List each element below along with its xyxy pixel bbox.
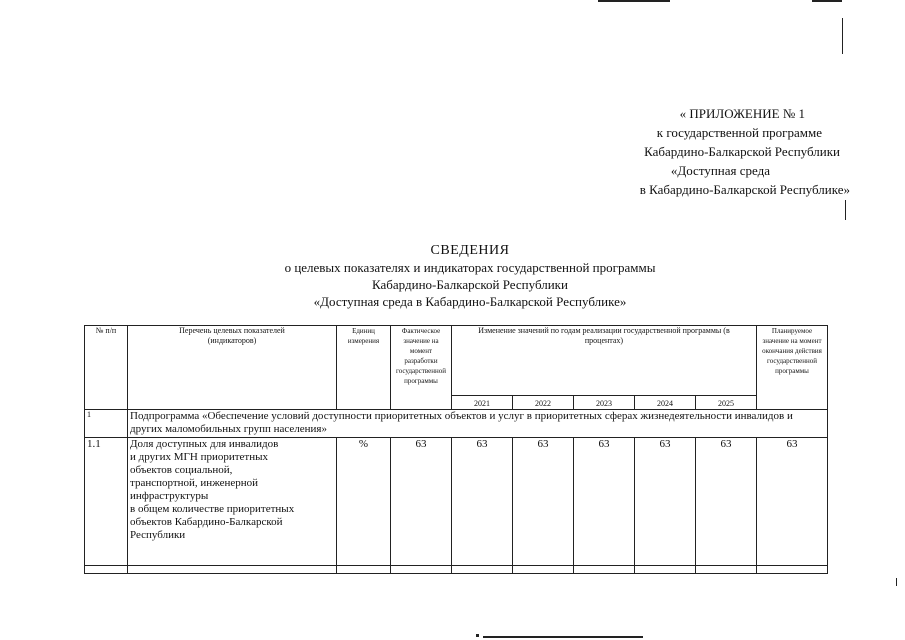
year-value: 63 (574, 438, 635, 566)
indicator-line: Доля доступных для инвалидов (130, 438, 279, 450)
year-value: 63 (452, 438, 513, 566)
empty-cell (337, 566, 391, 574)
header-actual-value: Фактическое значение на момент разработки государственной программы (391, 326, 452, 410)
empty-cell (513, 566, 574, 574)
heading-line-2: Кабардино-Балкарской Республики (372, 277, 568, 292)
empty-cell (635, 566, 696, 574)
year-value: 63 (696, 438, 757, 566)
scan-artifact-top-1 (598, 0, 670, 2)
indicator-line: объектов социальной, (130, 464, 233, 476)
appendix-line-4: «Доступная среда (670, 163, 770, 178)
empty-cell (452, 566, 513, 574)
year-header: 2024 (635, 396, 696, 410)
appendix-block (560, 104, 850, 199)
empty-cell (696, 566, 757, 574)
heading-line-1: о целевых показателях и индикаторах государственной программы (284, 260, 656, 275)
year-value: 63 (635, 438, 696, 566)
indicator-line: и других МГН приоритетных (130, 451, 269, 463)
header-unit: Единиц измерения (337, 326, 391, 410)
scan-artifact-right-1 (842, 18, 843, 54)
scan-artifact-right-2 (845, 200, 846, 220)
year-value: 63 (513, 438, 574, 566)
row-num: 1.1 (85, 438, 128, 566)
year-header: 2022 (513, 396, 574, 410)
unit-value: % (337, 438, 391, 566)
scan-artifact-top-2 (812, 0, 842, 2)
subprogram-title: Подпрограмма «Обеспечение условий доступности приоритетных объектов и услуг в приоритетных сферах жизнедеятельности инвалидов и других маломобильных групп населения» (128, 410, 828, 438)
empty-cell (574, 566, 635, 574)
document-heading (240, 242, 700, 310)
header-planned-value: Планируемое значение на момент окончания действия государственной программы (757, 326, 828, 410)
heading-line-3: «Доступная среда в Кабардино-Балкарской Республике» (313, 294, 627, 309)
indicator-line: Республики (130, 529, 186, 541)
appendix-line-5: в Кабардино-Балкарской Республике» (639, 182, 850, 197)
year-header: 2025 (696, 396, 757, 410)
indicator-line: в общем количестве приоритетных (130, 503, 295, 515)
empty-cell (85, 566, 128, 574)
year-header: 2021 (452, 396, 513, 410)
header-indicator-name: Перечень целевых показателей (индикаторов) (128, 326, 337, 410)
indicator-line: инфраструктуры (130, 490, 209, 502)
scan-artifact-bottom-dot (476, 634, 479, 637)
appendix-line-2: к государственной программе (656, 125, 822, 140)
appendix-line-3: Кабардино-Балкарской Республики (644, 144, 840, 159)
document-title: СВЕДЕНИЯ (430, 243, 510, 258)
empty-cell (757, 566, 828, 574)
empty-cell (391, 566, 452, 574)
scan-artifact-bottom (483, 636, 643, 638)
header-change-by-year: Изменение значений по годам реализации государственной программы (в процентах) (452, 326, 757, 396)
empty-cell (128, 566, 337, 574)
scan-artifact-right-edge (896, 578, 897, 586)
header-num: № п/п (85, 326, 128, 410)
indicator-name (128, 438, 337, 566)
indicators-table (84, 325, 828, 574)
indicator-line: транспортной, инженерной (130, 477, 259, 489)
year-header: 2023 (574, 396, 635, 410)
indicator-line: объектов Кабардино-Балкарской (130, 516, 283, 528)
appendix-line-1: « ПРИЛОЖЕНИЕ № 1 (679, 106, 805, 121)
subprogram-num: 1 (85, 410, 128, 438)
actual-value: 63 (391, 438, 452, 566)
planned-value: 63 (757, 438, 828, 566)
